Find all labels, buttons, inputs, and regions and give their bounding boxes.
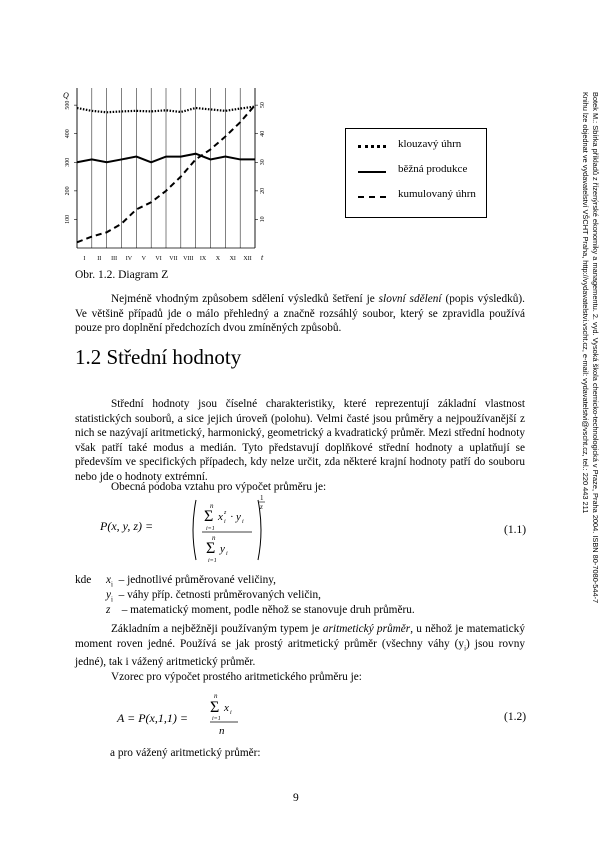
paragraph-3: Obecná podoba vztahu pro výpočet průměru je: <box>111 481 327 493</box>
equation-lhs: A = P(x,1,1) = <box>117 711 188 725</box>
y-tick-label: 200 <box>65 186 71 196</box>
paragraph-1: Nejméně vhodným způsobem sdělení výsledků šetření je slovní sdělení (popis výsledků). Ve většině případů jde o málo přehledný a značně rozsáhlý soubor, který se zpravidla používá pouze pro doplnění předchozích dvou zmíněných způsobů. <box>75 293 525 335</box>
side-note <box>560 92 600 652</box>
fraction-expression <box>210 690 250 736</box>
svg-text:i=1: i=1 <box>206 526 215 532</box>
figure-caption: Obr. 1.2. Diagram Z <box>75 269 169 281</box>
legend-label: běžná produkce <box>398 163 468 175</box>
legend-label: klouzavý úhrn <box>398 138 462 150</box>
svg-text:i: i <box>224 519 226 525</box>
equation-lhs: P(x, y, z) = <box>100 519 154 533</box>
svg-text:n: n <box>210 502 214 510</box>
fraction-expression <box>188 494 268 566</box>
svg-text:i: i <box>242 519 244 525</box>
x-tick-label: X <box>215 256 221 262</box>
definition-yi: $y_i$ – váhy příp. četnosti průměrovaných veličin, <box>106 589 321 604</box>
y-tick-label-right: 30 <box>260 159 266 166</box>
paragraph-4: Základním a nejběžněji používaným typem je aritmetický průměr, u něhož je matematický moment roven jedné. Používá se jak prostý aritmetický průměr (všechny váhy $(y_i)$ jsou rovny jedné), tak i vážený aritmetický průměr. <box>75 623 525 669</box>
svg-text:n: n <box>219 725 225 736</box>
svg-text:i: i <box>226 551 228 557</box>
svg-text:x: x <box>218 511 223 523</box>
x-tick-label: XI <box>229 256 236 262</box>
svg-text:z: z <box>260 503 263 511</box>
chart-legend <box>345 128 487 218</box>
side-note-line: Knihu lze objednat ve vydavatelství VŠCHT Praha, http://vydavatelstvi.vscht.cz, e-mail: vydavatelstvi@vscht.cz, tel.: 220 443 211 <box>581 92 590 514</box>
svg-text:1: 1 <box>260 494 264 502</box>
definition-z: z – matematický moment, podle něhož se stanovuje druh průměru. <box>106 604 415 616</box>
y-tick-label: 400 <box>65 129 71 139</box>
x-tick-label: IV <box>125 256 133 262</box>
svg-text:Σ: Σ <box>210 699 220 716</box>
x-tick-label: VIII <box>183 256 194 262</box>
emphasis: slovní sdělení <box>378 293 442 305</box>
x-tick-label: IX <box>199 256 207 262</box>
equation-number: (1.1) <box>504 524 527 536</box>
x-tick-label: VI <box>155 256 162 262</box>
definitions-label: kde <box>75 574 92 586</box>
dashed-line-icon <box>358 196 386 198</box>
paragraph-2: Střední hodnoty jsou číselné charakteristiky, které reprezentují základní vlastnost statistických souborů, a sice jejich úroveň (polohu). Velmi časté jsou průměry a nejpoužívanější z nich se nazývají aritmetický, harmonický, geometrický a kvadratický průměr. Mezi střední hodnoty však patří také modus a medián. Tyto představují doplňkové střední hodnoty a uplatňují se především ve specifických případech, kdy nelze určit, zda některé krajní hodnoty patří do souboru nebo jde o hodnoty extrémní. <box>75 398 525 483</box>
legend-item-dashed <box>346 187 486 207</box>
dotted-line-icon <box>358 145 386 148</box>
x-tick-label: II <box>97 256 102 262</box>
y-tick-label-right: 20 <box>260 187 266 194</box>
equation-1-1 <box>100 519 153 534</box>
svg-text:y: y <box>236 511 241 523</box>
x-tick-label: XII <box>243 256 252 262</box>
paragraph-6: a pro vážený aritmetický průměr: <box>110 747 261 759</box>
svg-text:i=1: i=1 <box>212 716 221 722</box>
legend-item-dotted <box>346 137 486 157</box>
legend-label: kumulovaný úhrn <box>398 188 476 200</box>
svg-text:Σ: Σ <box>204 508 214 525</box>
definition-xi: $x_i$ – jednotlivé průměrované veličiny, <box>106 574 276 589</box>
svg-text:Σ: Σ <box>206 540 216 557</box>
section-heading: 1.2 Střední hodnoty <box>75 345 242 369</box>
side-note-line: Botek M.: Sbírka příkladů z řízenýrské ekonomiky a managementu. 2. vyd. Vysoká škola chemicko-technologická v Praze, Praha 2004. ISBN 80-7080-544-7 <box>591 92 600 604</box>
emphasis: aritmetický průměr <box>322 623 411 635</box>
svg-text:i: i <box>230 710 232 716</box>
page-number: 9 <box>293 792 299 804</box>
y-tick-label: 300 <box>65 157 71 167</box>
y-tick-label-right: 10 <box>260 216 266 223</box>
x-axis-label: t <box>261 253 264 262</box>
paragraph-5: Vzorec pro výpočet prostého aritmetického průměru je: <box>111 671 362 683</box>
y-tick-label-right: 50 <box>260 102 266 109</box>
equation-number: (1.2) <box>504 711 527 723</box>
y-tick-label: 100 <box>65 214 71 224</box>
svg-text:y: y <box>220 543 225 555</box>
svg-text:z: z <box>224 510 227 516</box>
y-tick-label-right: 40 <box>260 130 266 137</box>
svg-text:n: n <box>214 692 218 700</box>
y-tick-label: 500 <box>65 100 71 110</box>
legend-item-solid <box>346 162 486 182</box>
y-axis-label: Q <box>63 91 69 100</box>
svg-text:n: n <box>212 534 216 542</box>
svg-text:·: · <box>230 511 234 523</box>
equation-1-2 <box>117 711 188 726</box>
x-tick-label: V <box>141 256 146 262</box>
diagram-z-chart <box>55 80 275 280</box>
svg-text:x: x <box>224 702 229 714</box>
solid-line-icon <box>358 171 386 173</box>
x-tick-label: I <box>83 256 86 262</box>
x-tick-label: III <box>111 256 118 262</box>
x-tick-label: VII <box>169 256 178 262</box>
svg-text:i=1: i=1 <box>208 558 217 564</box>
